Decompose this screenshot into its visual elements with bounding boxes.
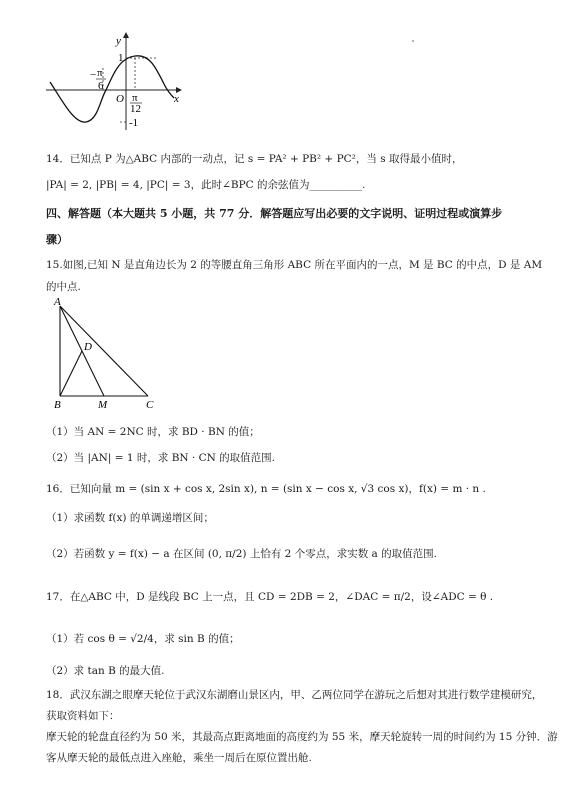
neg-pi-sign: − <box>90 69 97 81</box>
section-heading-line1: 四、解答题（本大题共 5 小题，共 77 分．解答题应写出必要的文字说明、证明过程或演算步 <box>46 207 503 220</box>
sine-graph <box>40 30 190 140</box>
section-heading-line2: 骤） <box>46 233 68 246</box>
q18-line2: 获取资料如下： <box>46 710 120 722</box>
tick-neg-one: -1 <box>129 117 139 129</box>
sine-curve <box>50 56 174 122</box>
q14-line1: 14．已知点 P 为△ABC 内部的一动点，记 s = PA² + PB² + PC²，当 s 取得最小值时， <box>46 153 463 165</box>
y-axis-arrow <box>123 32 129 38</box>
q15-part2: （2）当 |AN| = 1 时，求 BN · CN 的取值范围. <box>46 452 276 464</box>
q18-line4: 客从摩天轮的最低点进入座舱，乘坐一周后在原位置出舱. <box>46 752 312 764</box>
tick-one: 1 <box>118 52 124 64</box>
pi-num: π <box>132 92 138 104</box>
point-d: D <box>84 341 92 353</box>
scan-speck <box>412 40 414 42</box>
q17-part2: （2）求 tan B 的最大值. <box>46 665 165 677</box>
q16-part1: （1）求函数 f(x) 的单调递增区间； <box>46 512 214 524</box>
neg-pi-den: 6 <box>98 80 104 92</box>
q15-part1: （1）当 AN = 2NC 时，求 BD · BN 的值； <box>46 426 260 438</box>
q15-line2: 的中点. <box>46 281 81 293</box>
origin-label: O <box>116 93 124 105</box>
triangle-figure <box>48 296 168 410</box>
vertex-b: B <box>54 399 61 410</box>
x-label: x <box>174 93 179 105</box>
y-label: y <box>116 35 121 47</box>
vertex-a: A <box>54 296 61 308</box>
point-m: M <box>98 399 108 410</box>
vertex-c: C <box>146 399 154 410</box>
q18-line1: 18．武汉东湖之眼摩天轮位于武汉东湖磨山景区内，甲、乙两位同学在游玩之后想对其进行数学建模研究， <box>46 689 543 701</box>
q17-part1: （1）若 cos θ = √2/4，求 sin B 的值； <box>46 633 240 645</box>
q17-line1: 17．在△ABC 中，D 是线段 BC 上一点，且 CD = 2DB = 2，∠DAC = π/2，设∠ADC = θ . <box>46 591 494 603</box>
pi-den: 12 <box>130 103 141 115</box>
q18-line3: 摩天轮的轮盘直径约为 50 米，其最高点距离地面的高度约为 55 米，摩天轮旋转一周的时间约为 15 分钟．游 <box>46 731 558 743</box>
q16-line1: 16．已知向量 m = (sin x + cos x, 2sin x), n = (sin x − cos x, √3 cos x)，f(x) = m · n . <box>46 483 486 495</box>
q15-line1: 15.如图,已知 N 是直角边长为 2 的等腰直角三角形 ABC 所在平面内的一点，M 是 BC 的中点，D 是 AM <box>46 259 543 271</box>
q14-line2: |PA| = 2, |PB| = 4, |PC| = 3，此时∠BPC 的余弦值为__________. <box>46 179 366 191</box>
neg-pi-num: π <box>97 67 103 79</box>
q16-part2: （2）若函数 y = f(x) − a 在区间 (0, π/2) 上恰有 2 个零点，求实数 a 的取值范围. <box>46 548 437 560</box>
